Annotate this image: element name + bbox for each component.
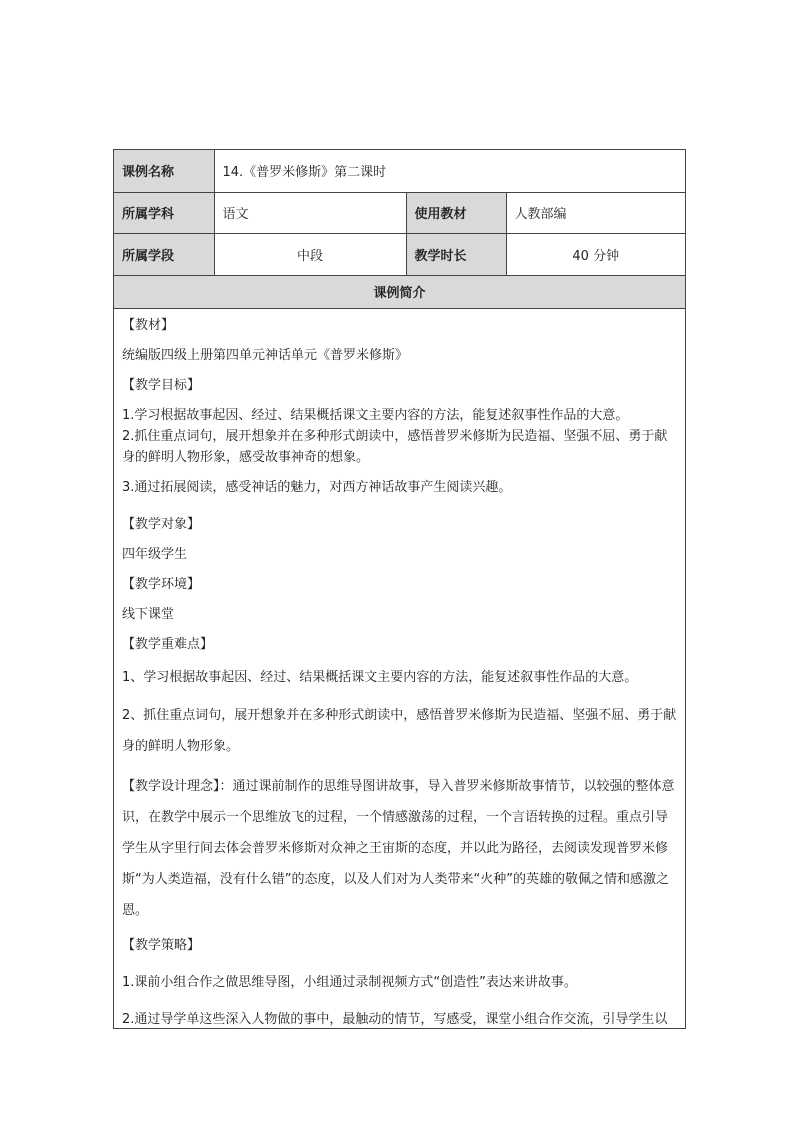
intro-row [114,275,685,308]
strategy-heading: 【教学策略】 [122,937,201,953]
lesson-info-table [114,150,685,309]
key-heading: 【教学重难点】 [122,636,214,652]
strategy-1: 1.课前小组合作之做思维导图，小组通过录制视频方式“创造性”表达来讲故事。 [122,974,577,990]
intro-title: 课例简介 [114,275,685,308]
duration-value: 40 分钟 [506,233,685,275]
subject-label: 所属学科 [114,192,214,233]
material-heading: 【教材】 [122,317,175,333]
key-point-2: 2、抓住重点词句，展开想象并在多种形式朗读中，感悟普罗米修斯为民造福、坚强不屈、勇于献身的鲜明人物形象。 [122,707,677,754]
stage-value: 中段 [214,233,406,275]
goal-2: 2.抓住重点词句，展开想象并在多种形式朗读中，感悟普罗米修斯为民造福、坚强不屈、勇于献身的鲜明人物形象，感受故事神奇的想象。 [122,428,668,465]
design-text: ：通过课前制作的思维导图讲故事，导入普罗米修斯故事情节，以较强的整体意识，在教学中展示一个思维放飞的过程，一个情感激荡的过程，一个言语转换的过程。重点引导学生从字里行间去体会普罗米修斯对众神之王宙斯的态度，并以此为路径，去阅读发现普罗米修斯“为人类造福，没有什么错”的态度，以及人们对为人类带来“火种”的英雄的敬佩之情和感激之恩。 [122,778,675,918]
case-name-value: 14.《普罗米修斯》第二课时 [214,150,685,192]
subject-row [114,192,685,233]
stage-label: 所属学段 [114,233,214,275]
audience-text: 四年级学生 [122,546,188,562]
duration-label: 教学时长 [406,233,506,275]
design-philosophy [122,771,679,926]
textbook-value: 人教部编 [506,192,685,233]
env-text: 线下课堂 [122,606,175,622]
key-point-1: 1、学习根据故事起因、经过、结果概括课文主要内容的方法，能复述叙事性作品的大意。 [122,669,638,685]
material-text: 统编版四级上册第四单元神话单元《普罗米修斯》 [122,347,409,363]
stage-row [114,233,685,275]
intro-body [114,309,685,1030]
goal-3: 3.通过拓展阅读，感受神话的魅力，对西方神话故事产生阅读兴趣。 [122,479,512,495]
audience-heading: 【教学对象】 [122,516,201,532]
lesson-plan-document [113,149,686,1029]
strategy-2: 2.通过导学单这些深入人物做的事中，最触动的情节，写感受，课堂小组合作交流，引导学生以 [122,1011,668,1027]
case-name-label: 课例名称 [114,150,214,192]
case-name-row [114,150,685,192]
subject-value: 语文 [214,192,406,233]
env-heading: 【教学环境】 [122,576,201,592]
textbook-label: 使用教材 [406,192,506,233]
goals-heading: 【教学目标】 [122,377,201,393]
design-heading: 【教学设计理念】 [122,778,220,794]
goal-1: 1.学习根据故事起因、经过、结果概括课文主要内容的方法，能复述叙事性作品的大意。 [122,407,629,423]
